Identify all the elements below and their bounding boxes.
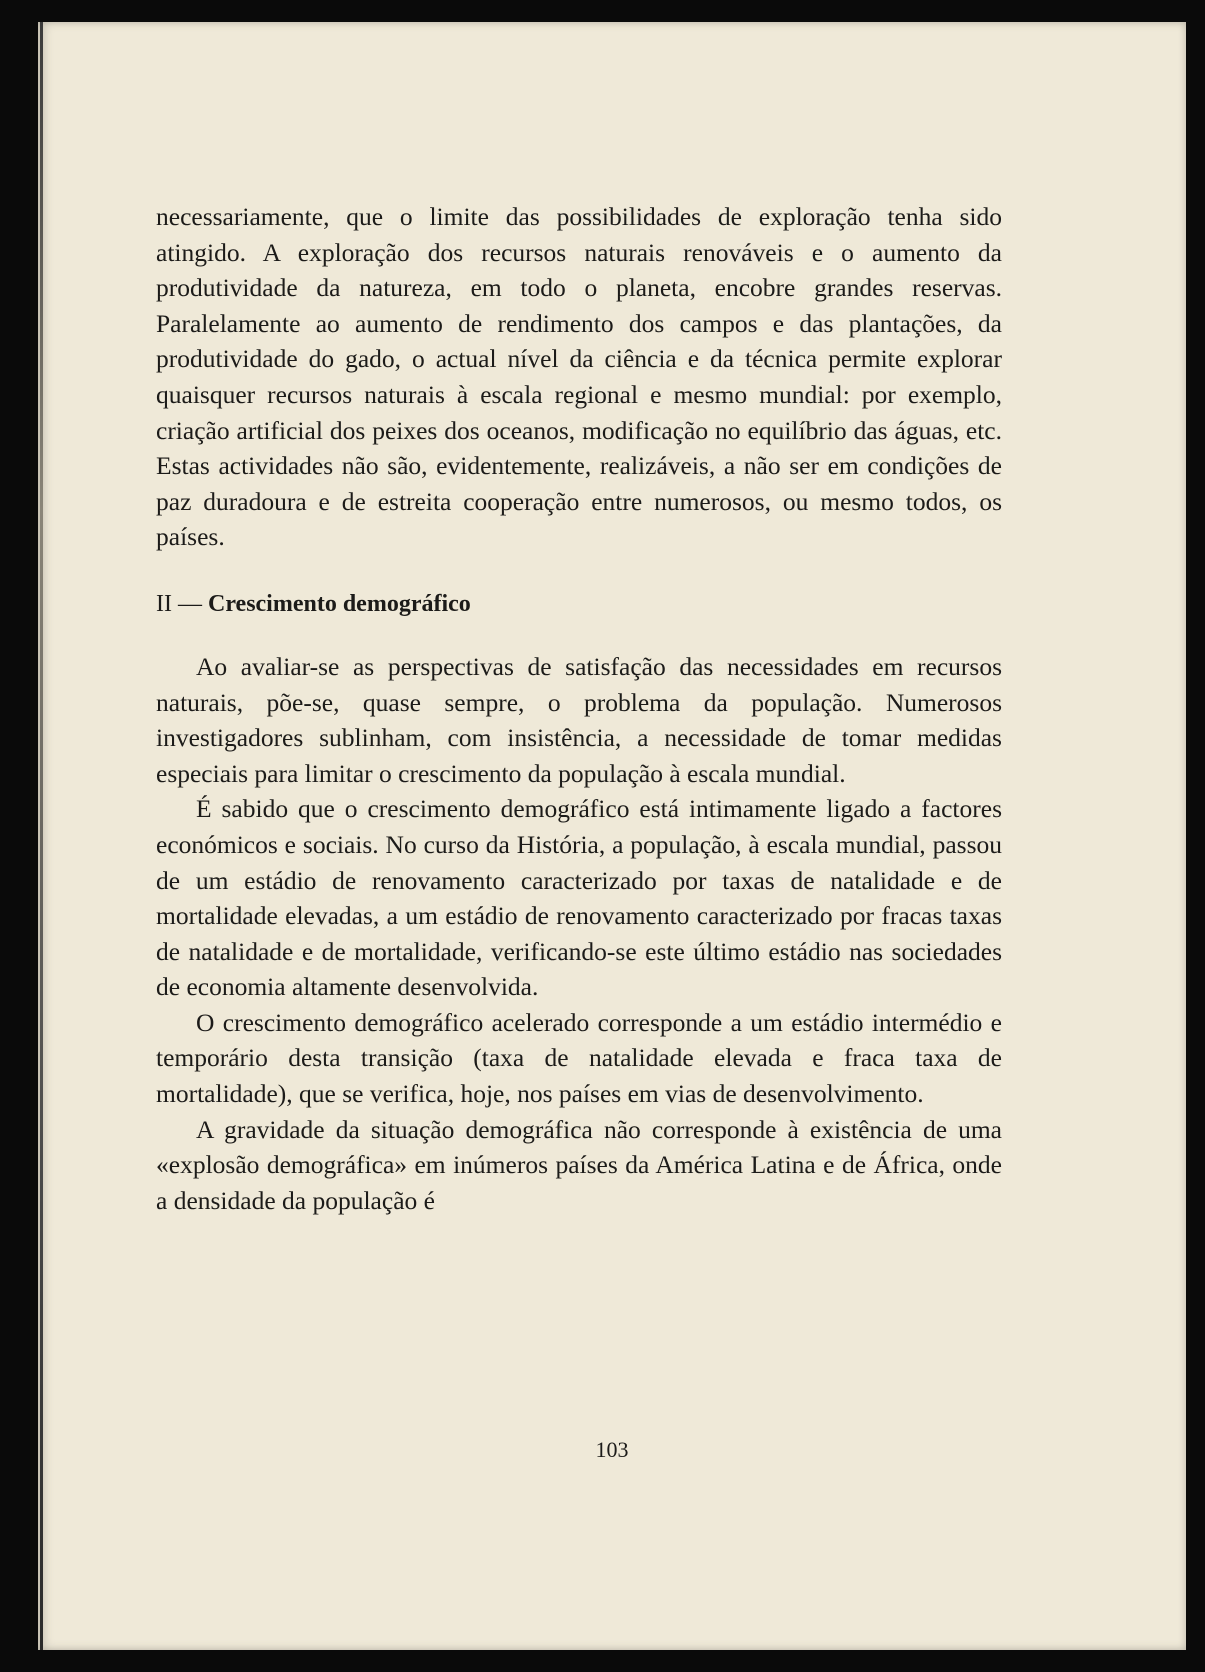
section-title: Crescimento demográfico <box>207 590 471 617</box>
paragraph: É sabido que o crescimento demográfico está intimamente ligado a factores económicos e sociais. No curso da História, a população, à escala mundial, passou de um estádio de renovamento caracterizado por taxas de natalidade e de mortalidade elevadas, a um estádio de renovamento caracterizado por fracas taxas de natalidade e de mortalidade, verificando-se este último estádio nas sociedades de economia altamente desenvolvida. <box>156 794 1002 1002</box>
book-page <box>38 22 1186 1650</box>
paragraph: A gravidade da situação demográfica não corresponde à existência de uma «explosão demográfica» em inúmeros países da América Latina e de África, onde a densidade da população é <box>156 1114 1002 1215</box>
paragraph: Ao avaliar-se as perspectivas de satisfação das necessidades em recursos naturais, põe-se, quase sempre, o problema da população. Numerosos investigadores sublinham, com insistência, a necessidade de tomar medidas especiais para limitar o crescimento da população à escala mundial. <box>156 651 1002 788</box>
section-heading <box>156 589 1002 619</box>
paragraph: O crescimento demográfico acelerado corresponde a um estádio intermédio e temporário desta transição (taxa de natalidade elevada e fraca taxa de mortalidade), que se verifica, hoje, nos países em vias de desenvolvimento. <box>156 1007 1002 1109</box>
page-number: 103 <box>595 1437 629 1462</box>
page-body <box>156 199 1002 1218</box>
paragraph-continued: necessariamente, que o limite das possibilidades de exploração tenha sido atingido. A exploração dos recursos naturais renováveis e o aumento da produtividade da natureza, em todo o planeta, encobre grandes reservas. Paralelamente ao aumento de rendimento dos campos e das plantações, da produtividade do gado, o actual nível da ciência e da técnica permite explorar quaisquer recursos naturais à escala regional e mesmo mundial: por exemplo, criação artificial dos peixes dos oceanos, modificação no equilíbrio das águas, etc. Estas actividades não são, evidentemente, realizáveis, a não ser em condições de paz duradoura e de estreita cooperação entre numerosos, ou mesmo todos, os países. <box>156 202 1002 552</box>
section-number: II — <box>156 590 208 617</box>
